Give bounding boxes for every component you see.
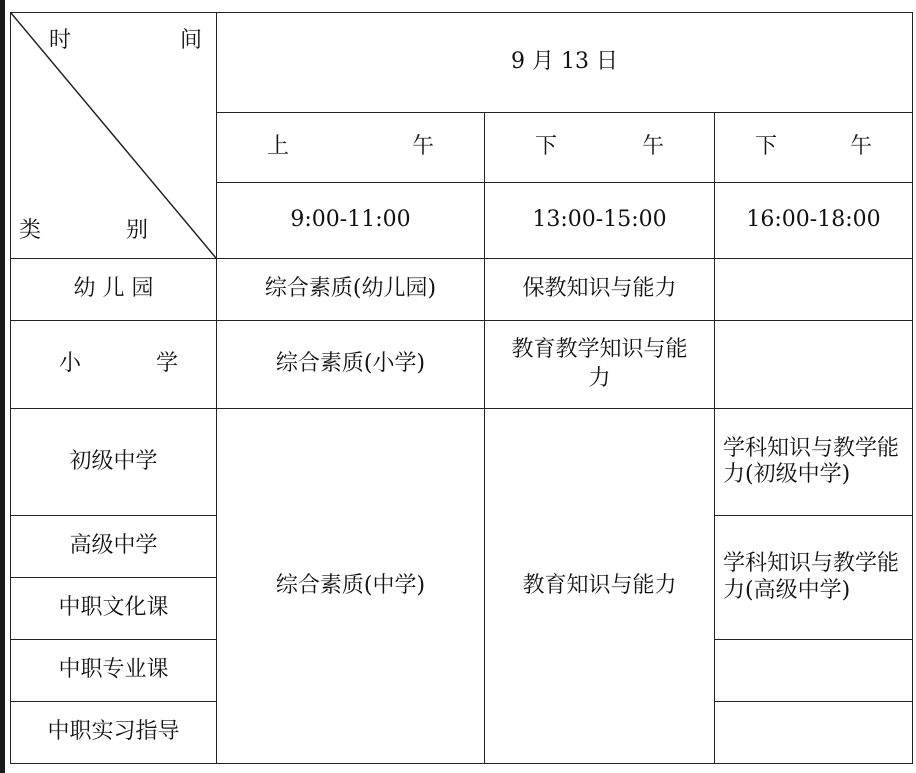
table-row — [11, 259, 913, 321]
corner-category-char-2: 别 — [125, 218, 148, 244]
table-row — [11, 321, 913, 409]
category-senior-high: 高级中学 — [11, 516, 217, 578]
category-primary-char-1: 小 — [59, 351, 82, 377]
middle-school-morning-subject: 综合素质(中学) — [217, 409, 485, 764]
corner-time-label — [11, 27, 216, 56]
session-afternoon-char-2: 午 — [641, 134, 664, 160]
session-late-char-1: 下 — [755, 134, 778, 160]
kindergarten-late-subject — [715, 259, 913, 321]
primary-afternoon-subject: 教育教学知识与能力 — [485, 321, 715, 409]
session-late-afternoon-label — [715, 113, 913, 183]
session-afternoon-time: 13:00-15:00 — [485, 183, 715, 259]
exam-schedule-table — [10, 12, 913, 764]
vocational-internship-late-subject — [715, 702, 913, 764]
session-afternoon-char-1: 下 — [535, 134, 558, 160]
corner-time-char-2: 间 — [179, 28, 202, 53]
primary-late-subject — [715, 321, 913, 409]
corner-category-label — [11, 217, 216, 246]
category-junior-high: 初级中学 — [11, 409, 217, 516]
vocational-professional-late-subject — [715, 640, 913, 702]
middle-school-afternoon-subject: 教育知识与能力 — [485, 409, 715, 764]
session-morning-time: 9:00-11:00 — [217, 183, 485, 259]
kindergarten-morning-subject: 综合素质(幼儿园) — [217, 259, 485, 321]
kindergarten-afternoon-subject: 保教知识与能力 — [485, 259, 715, 321]
session-late-char-2: 午 — [850, 134, 873, 160]
category-primary-char-2: 学 — [155, 351, 178, 377]
session-afternoon-label — [485, 113, 715, 183]
category-vocational-culture: 中职文化课 — [11, 578, 217, 640]
category-primary — [11, 321, 217, 409]
table-row — [11, 409, 913, 516]
session-morning-char-2: 午 — [411, 134, 434, 160]
session-morning-char-1: 上 — [267, 134, 290, 160]
left-edge-bar — [0, 0, 5, 773]
primary-morning-subject: 综合素质(小学) — [217, 321, 485, 409]
date-header: 9 月 13 日 — [217, 13, 913, 113]
corner-time-char-1: 时 — [49, 28, 72, 53]
session-morning-label — [217, 113, 485, 183]
category-vocational-professional: 中职专业课 — [11, 640, 217, 702]
category-kindergarten: 幼 儿 园 — [11, 259, 217, 321]
session-late-afternoon-time: 16:00-18:00 — [715, 183, 913, 259]
junior-high-late-subject: 学科知识与教学能力(初级中学) — [715, 409, 913, 516]
senior-high-late-subject: 学科知识与教学能力(高级中学) — [715, 516, 913, 640]
category-vocational-internship: 中职实习指导 — [11, 702, 217, 764]
corner-header-cell — [11, 13, 217, 259]
corner-category-char-1: 类 — [19, 218, 42, 244]
